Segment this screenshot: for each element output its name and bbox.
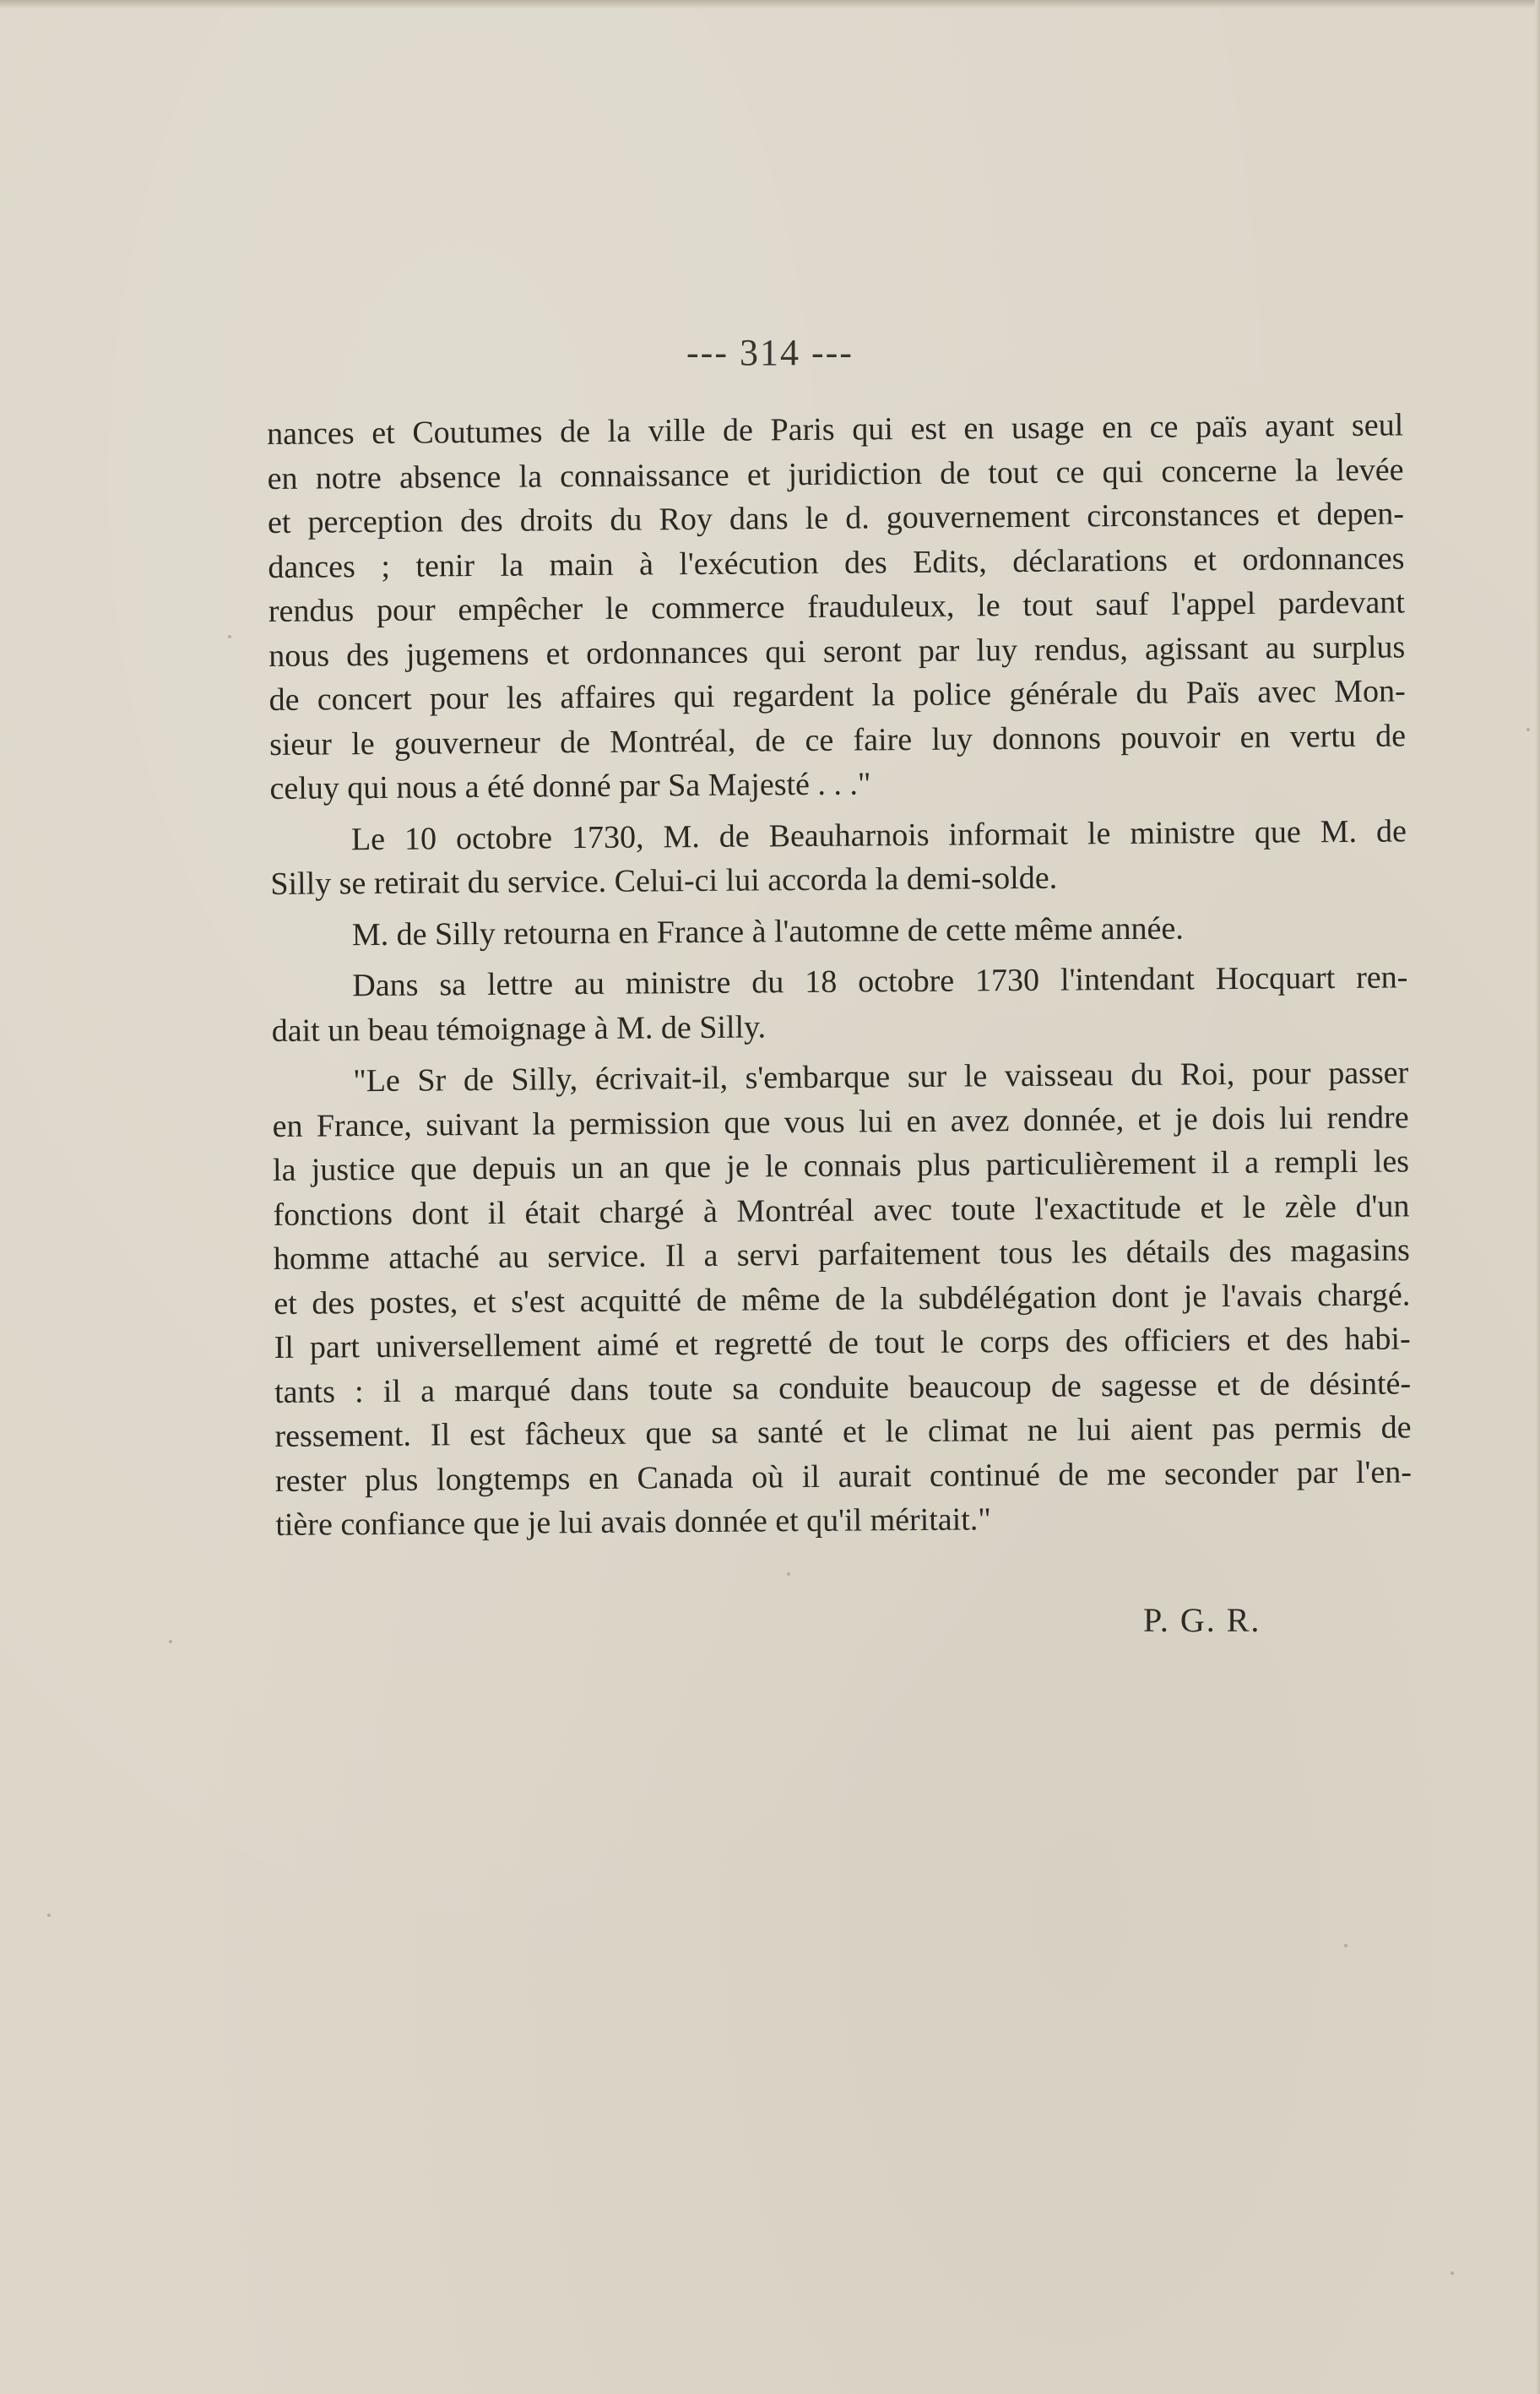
text-line: Le 10 octobre 1730, M. de Beauharnois informait le ministre que M. de (350, 812, 1407, 857)
text-line: dances ; tenir la main à l'exécution des Edits, déclarations et ordonnances (268, 540, 1405, 585)
paper-speck (47, 1914, 51, 1917)
text-line: en notre absence la connaissance et juridiction de tout ce qui concerne la levée (267, 451, 1404, 497)
text-line: tants : il a marqué dans toute sa conduite beaucoup de sagesse et de désinté- (274, 1365, 1412, 1410)
paragraph (271, 904, 1407, 958)
page-number: --- 314 --- (686, 332, 854, 373)
paragraph (270, 809, 1407, 907)
text-line: tière confiance que je lui avais donnée et qu'il méritait." (275, 1501, 991, 1543)
paper-speck (787, 1572, 790, 1576)
signature-initials: P. G. R. (1143, 1601, 1261, 1639)
text-line: et des postes, et s'est acquitté de même de la subdélégation dont je l'avais chargé. (274, 1276, 1411, 1322)
body-text (267, 403, 1413, 1547)
paragraph (272, 1050, 1412, 1547)
text-line: nous des jugemens et ordonnances qui seront par luy rendus, agissant au surplus (268, 628, 1406, 674)
text-line: en France, suivant la permission que vous lui en avez donnée, et je dois lui rendre (272, 1099, 1409, 1144)
text-line: rester plus longtemps en Canada où il aurait continué de me seconder par l'en- (274, 1453, 1413, 1499)
text-line: dait un beau témoignage à M. de Silly. (271, 1008, 767, 1049)
text-line: rendus pour empêcher le commerce frauduleux, le tout sauf l'appel pardevant (268, 584, 1405, 629)
text-line: celuy qui nous a été donné par Sa Majesté . . ." (269, 766, 871, 806)
text-line: fonctions dont il était chargé à Montréal avec toute l'exactitude et le zèle d'un (273, 1187, 1410, 1233)
text-line: sieur le gouverneur de Montréal, de ce faire luy donnons pouvoir en vertu de (268, 717, 1407, 763)
text-line: et perception des droits du Roy dans le d. gouvernement circonstances et depen- (267, 496, 1405, 540)
paper-speck (228, 635, 231, 638)
text-line: Dans sa lettre au ministre du 18 octobre 1730 l'intendant Hocquart ren- (352, 959, 1408, 1004)
paper-speck (1451, 2272, 1454, 2275)
paper-speck (1344, 1944, 1348, 1947)
paper-speck (1526, 728, 1530, 731)
text-line: ressement. Il est fâcheux que sa santé et le climat ne lui aient pas permis de (274, 1409, 1412, 1454)
page-top-edge (0, 0, 1540, 8)
paragraph (267, 403, 1407, 811)
text-line: Silly se retirait du service. Celui-ci lui accorda la demi-solde. (270, 860, 1058, 902)
text-line: nances et Coutumes de la ville de Paris qui est en usage en ce païs ayant seul (267, 407, 1404, 452)
text-line: de concert pour les affaires qui regardent la police générale du Païs avec Mon- (268, 673, 1406, 718)
text-line: homme attaché au service. Il a servi parfaitement tous les détails des magasins (273, 1232, 1411, 1277)
paper-speck (169, 1640, 172, 1643)
text-line: M. de Silly retourna en France à l'automne de cette même année. (351, 909, 1184, 953)
text-line: la justice que depuis un an que je le connais plus particulièrement il a rempli les (272, 1143, 1410, 1188)
text-line: Il part universellement aimé et regretté de tout le corps des officiers et des habi- (274, 1321, 1411, 1365)
text-line: "Le Sr de Silly, écrivait-il, s'embarque sur le vaisseau du Roi, pour passer (353, 1055, 1409, 1099)
paragraph (271, 955, 1408, 1053)
